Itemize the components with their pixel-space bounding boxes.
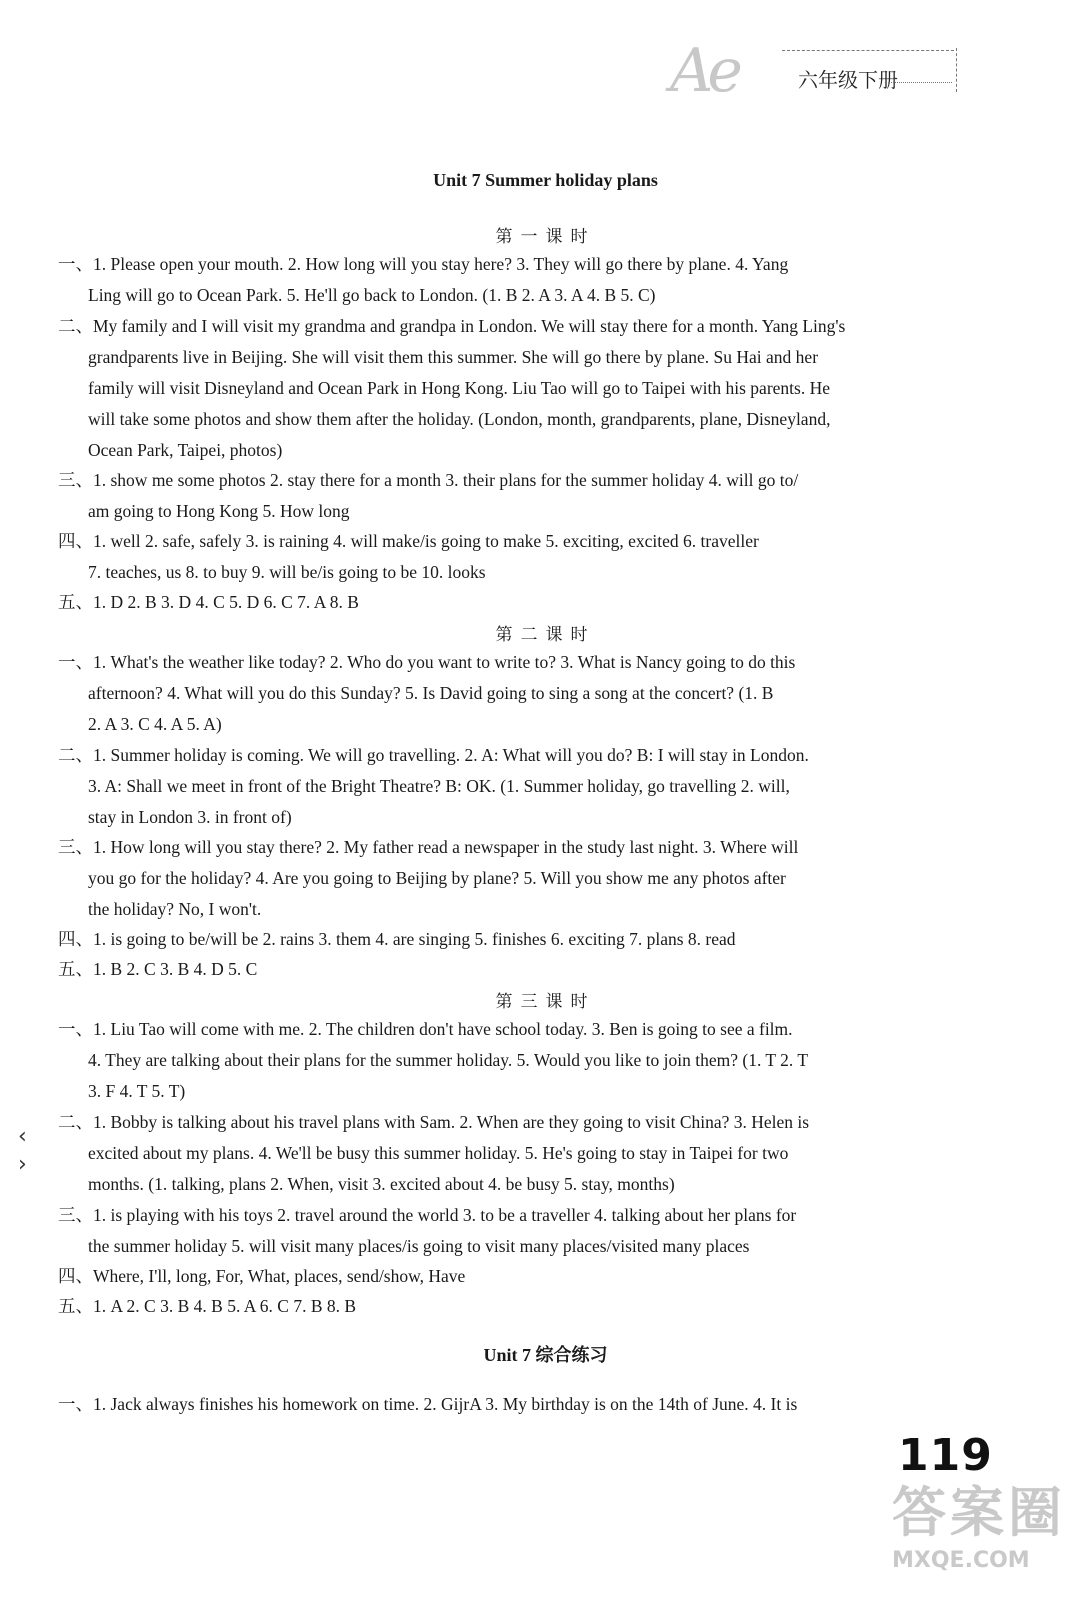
answer-line: 三、1. How long will you stay there? 2. My father read a newspaper in the study last night. 3. Where will — [58, 837, 799, 857]
watermark — [892, 1478, 1072, 1588]
answer-line: 四、Where, I'll, long, For, What, places, send/show, Have — [58, 1266, 466, 1286]
running-header — [670, 36, 970, 106]
section-title: Unit 7 综合练习 — [483, 1345, 608, 1365]
lesson-heading-3: 第三课时 — [495, 992, 596, 1012]
answer-line: grandparents live in Beijing. She will visit them this summer. She will go there by plane. Su Hai and her — [88, 347, 819, 367]
answer-line: you go for the holiday? 4. Are you going to Beijing by plane? 5. Will you show me any photos after — [88, 868, 786, 888]
answer-line: 7. teaches, us 8. to buy 9. will be/is going to be 10. looks — [88, 562, 486, 582]
answer-line: Ocean Park, Taipei, photos) — [88, 440, 283, 460]
answer-line: 四、1. is going to be/will be 2. rains 3. them 4. are singing 5. finishes 6. exciting 7. plans 8. read — [58, 929, 736, 949]
page-number: 119 — [898, 1430, 993, 1481]
answer-line: 一、1. Please open your mouth. 2. How long will you stay here? 3. They will go there by plane. 4. Yang — [58, 254, 789, 274]
answer-line: 二、My family and I will visit my grandma and grandpa in London. We will stay there for a month. Yang Ling's — [58, 316, 846, 336]
watermark-url: MXQE.COM — [892, 1548, 1030, 1573]
answer-line: afternoon? 4. What will you do this Sunday? 5. Is David going to sing a song at the concert? (1. B — [88, 683, 774, 703]
answer-line: 2. A 3. C 4. A 5. A) — [88, 714, 222, 734]
answer-line: am going to Hong Kong 5. How long — [88, 501, 350, 521]
answer-line: 3. F 4. T 5. T) — [88, 1081, 186, 1101]
answer-line: family will visit Disneyland and Ocean Park in Hong Kong. Liu Tao will go to Taipei with his parents. He — [88, 378, 830, 398]
lesson-heading-1: 第一课时 — [495, 227, 596, 247]
answer-line: the summer holiday 5. will visit many places/is going to visit many places/visited many places — [88, 1236, 750, 1256]
header-rule — [782, 50, 954, 51]
answer-line: 五、1. A 2. C 3. B 4. B 5. A 6. C 7. B 8. B — [58, 1296, 357, 1316]
answer-line: stay in London 3. in front of) — [88, 807, 292, 827]
answer-line: excited about my plans. 4. We'll be busy this summer holiday. 5. He's going to stay in Taipei for two — [88, 1143, 789, 1163]
answer-line: 五、1. D 2. B 3. D 4. C 5. D 6. C 7. A 8. B — [58, 592, 359, 612]
header-divider — [956, 48, 957, 92]
answer-line: 三、1. is playing with his toys 2. travel around the world 3. to be a traveller 4. talking about her plans for — [58, 1205, 797, 1225]
answer-line: 一、1. What's the weather like today? 2. Who do you want to write to? 3. What is Nancy going to do this — [58, 652, 796, 672]
answer-line: 一、1. Jack always finishes his homework on time. 2. GijrA 3. My birthday is on the 14th of June. 4. It is — [58, 1394, 798, 1414]
answer-line: months. (1. talking, plans 2. When, visit 3. excited about 4. be busy 5. stay, months) — [88, 1174, 675, 1194]
answer-line: will take some photos and show them after the holiday. (London, month, grandparents, plane, Disneyland, — [88, 409, 831, 429]
margin-mark: › — [18, 1152, 27, 1177]
unit-title: Unit 7 Summer holiday plans — [433, 170, 658, 190]
grade-label: 六年级下册 — [798, 68, 898, 92]
header-dotted-rule — [888, 82, 952, 83]
answer-line: 二、1. Bobby is talking about his travel plans with Sam. 2. When are they going to visit China? 3. Helen is — [58, 1112, 810, 1132]
answer-line: 3. A: Shall we meet in front of the Bright Theatre? B: OK. (1. Summer holiday, go travelling 2. will, — [88, 776, 790, 796]
lesson-heading-2: 第二课时 — [495, 625, 596, 645]
answer-line: 4. They are talking about their plans for the summer holiday. 5. Would you like to join them? (1. T 2. T — [88, 1050, 809, 1070]
watermark-logo: 答案圈 — [892, 1481, 1066, 1544]
answer-line: Ling will go to Ocean Park. 5. He'll go back to London. (1. B 2. A 3. A 4. B 5. C) — [88, 285, 656, 305]
answer-line: 二、1. Summer holiday is coming. We will go travelling. 2. A: What will you do? B: I will stay in London. — [58, 745, 809, 765]
margin-mark: ‹ — [18, 1124, 27, 1149]
publisher-logo: Ae — [670, 36, 737, 106]
answer-line: 四、1. well 2. safe, safely 3. is raining 4. will make/is going to make 5. exciting, excited 6. traveller — [58, 531, 759, 551]
answer-line: 五、1. B 2. C 3. B 4. D 5. C — [58, 959, 258, 979]
answer-line: 三、1. show me some photos 2. stay there for a month 3. their plans for the summer holiday 4. will go to/ — [58, 470, 799, 490]
answer-line: 一、1. Liu Tao will come with me. 2. The children don't have school today. 3. Ben is going to see a film. — [58, 1019, 793, 1039]
answer-line: the holiday? No, I won't. — [88, 899, 262, 919]
